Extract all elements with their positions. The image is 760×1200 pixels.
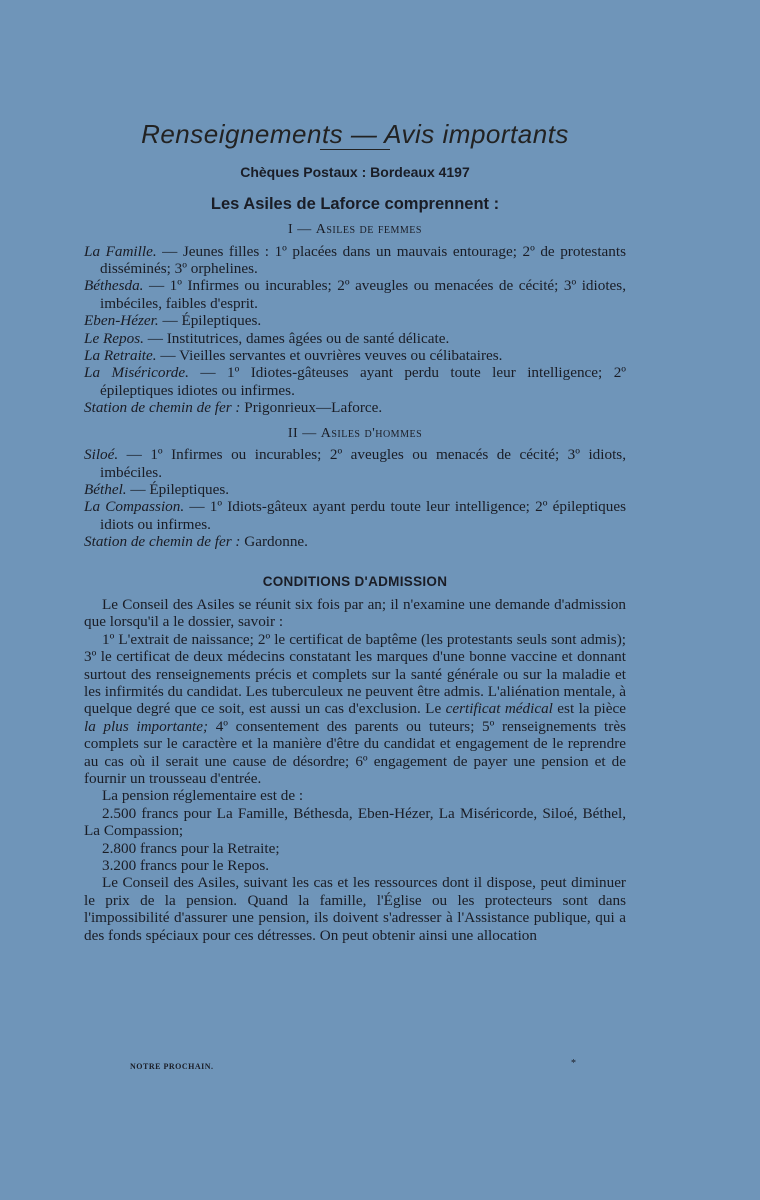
station-line xyxy=(84,533,626,550)
price-line: 2.500 francs pour La Famille, Béthesda, Eben-Hézer, La Miséricorde, Siloé, Béthel, La Compassion; xyxy=(84,804,626,840)
asile-description: — 1º Infirmes ou incurables; 2º aveugles ou menacés de cécité; 3º idiots, imbéciles. xyxy=(100,446,626,481)
conditions-heading: CONDITIONS D'ADMISSION xyxy=(262,573,448,589)
asiles-heading: Les Asiles de Laforce comprennent : xyxy=(210,194,500,213)
conditions-requirements xyxy=(84,631,626,788)
asile-description: — 1º Infirmes ou incurables; 2º aveugles ou menacées de cécité; 3º idiotes, imbéciles, faibles d'esprit. xyxy=(100,277,626,312)
asile-name: Le Repos. xyxy=(84,329,144,347)
station-line xyxy=(84,399,626,416)
plus-importante-emphasis: la plus importante; xyxy=(84,717,209,735)
asile-name: Béthel. xyxy=(84,480,127,498)
asile-name: La Compassion. xyxy=(84,498,185,516)
asile-name: La Miséricorde. xyxy=(84,364,189,382)
men-section-number: II — xyxy=(287,425,321,441)
women-entries xyxy=(84,243,626,417)
conditions-intro: Le Conseil des Asiles se réunit six fois par an; il n'examine une demande d'admission que lorsqu'il a le dossier, savoir : xyxy=(84,595,626,631)
men-section-heading xyxy=(84,425,626,442)
asile-name: Béthesda. xyxy=(84,277,144,295)
list-item xyxy=(84,243,626,278)
list-item xyxy=(84,330,626,347)
asile-name: La Retraite. xyxy=(84,347,157,365)
conditions-final-paragraph: Le Conseil des Asiles, suivant les cas et les ressources dont il dispose, peut diminuer le prix de la pension. Quand la famille, l'Église ou les protecteurs sont dans l'impossibilité d'assurer une pension, ils doivent s'adresser à l'Assistance publique, qui a des fonds spéciaux pour ces détresses. On peut obtenir ainsi une allocation xyxy=(84,874,626,944)
page-title: Renseignements — Avis importants xyxy=(141,119,569,149)
asile-description: — Jeunes filles : 1º placées dans un mauvais entourage; 2º de protestants disséminés; 3º orphelines. xyxy=(100,242,627,278)
women-section-label: Asiles de femmes xyxy=(315,222,422,238)
asile-description: — Épileptiques. xyxy=(158,312,262,330)
list-item xyxy=(84,481,626,498)
certificat-medical-emphasis: certificat médical xyxy=(445,700,553,718)
women-section-heading xyxy=(84,221,626,238)
document-page xyxy=(84,118,626,944)
asile-description: — Épileptiques. xyxy=(126,480,230,498)
title-divider xyxy=(320,149,390,150)
requirements-text: 4º consentement des parents ou tuteurs; 5º renseignements très complets sur le caractère et la manière d'être du candidat et engagement de le reprendre au cas où il serait une cause de désordre; 6º engagement de payer une pension et de fournir un trousseau d'entrée. xyxy=(84,717,626,787)
asile-description: — Institutrices, dames âgées ou de santé délicate. xyxy=(143,329,450,347)
list-item xyxy=(84,312,626,329)
asile-description: — 1º Idiots-gâteux ayant perdu toute leur intelligence; 2º épileptiques idiots ou infirmes. xyxy=(100,498,626,533)
list-item xyxy=(84,347,626,364)
cheques-postaux: Chèques Postaux : Bordeaux 4197 xyxy=(240,164,470,181)
women-section-number: I — xyxy=(288,222,316,238)
station-label: Station de chemin de fer : xyxy=(84,533,241,551)
men-section-label: Asiles d'hommes xyxy=(320,425,423,441)
requirements-text: 1º L'extrait de naissance; 2º le certificat de baptême (les protestants seuls sont admis); 3º le certificat de deux médecins constatant les marques d'une bonne vaccine et donnant surtout des renseignements précis et complets sur la santé générale ou sur la maladie et les infirmités du candidat. Les tuberculeux ne peuvent être admis. L'aliénation mentale, à quelque degré que ce soit, est aussi un cas d'exclusion. Le xyxy=(84,630,626,718)
station-name: Gardonne. xyxy=(240,533,308,551)
list-item xyxy=(84,364,626,399)
asile-name: Eben-Hézer. xyxy=(84,312,159,330)
requirements-text: est la pièce xyxy=(552,700,626,718)
station-name: Prigonrieux—Laforce. xyxy=(240,399,383,417)
men-entries xyxy=(84,446,626,550)
footer-signature-mark: * xyxy=(571,1058,576,1069)
asile-description: — 1º Idiotes-gâteuses ayant perdu toute leur intelligence; 2º épileptiques idiotes ou infirmes. xyxy=(100,364,626,399)
pension-intro: La pension réglementaire est de : xyxy=(102,787,304,805)
price-line: 2.800 francs pour la Retraite; xyxy=(102,839,280,857)
asile-description: — Vieilles servantes et ouvrières veuves ou célibataires. xyxy=(156,347,503,365)
asile-name: Siloé. xyxy=(84,446,119,464)
list-item xyxy=(84,277,626,312)
list-item xyxy=(84,446,626,481)
footer-publication-name: NOTRE PROCHAIN. xyxy=(130,1062,214,1071)
asile-name: La Famille. xyxy=(84,242,157,260)
station-label: Station de chemin de fer : xyxy=(84,399,241,417)
price-line: 3.200 francs pour le Repos. xyxy=(102,857,270,875)
list-item xyxy=(84,498,626,533)
